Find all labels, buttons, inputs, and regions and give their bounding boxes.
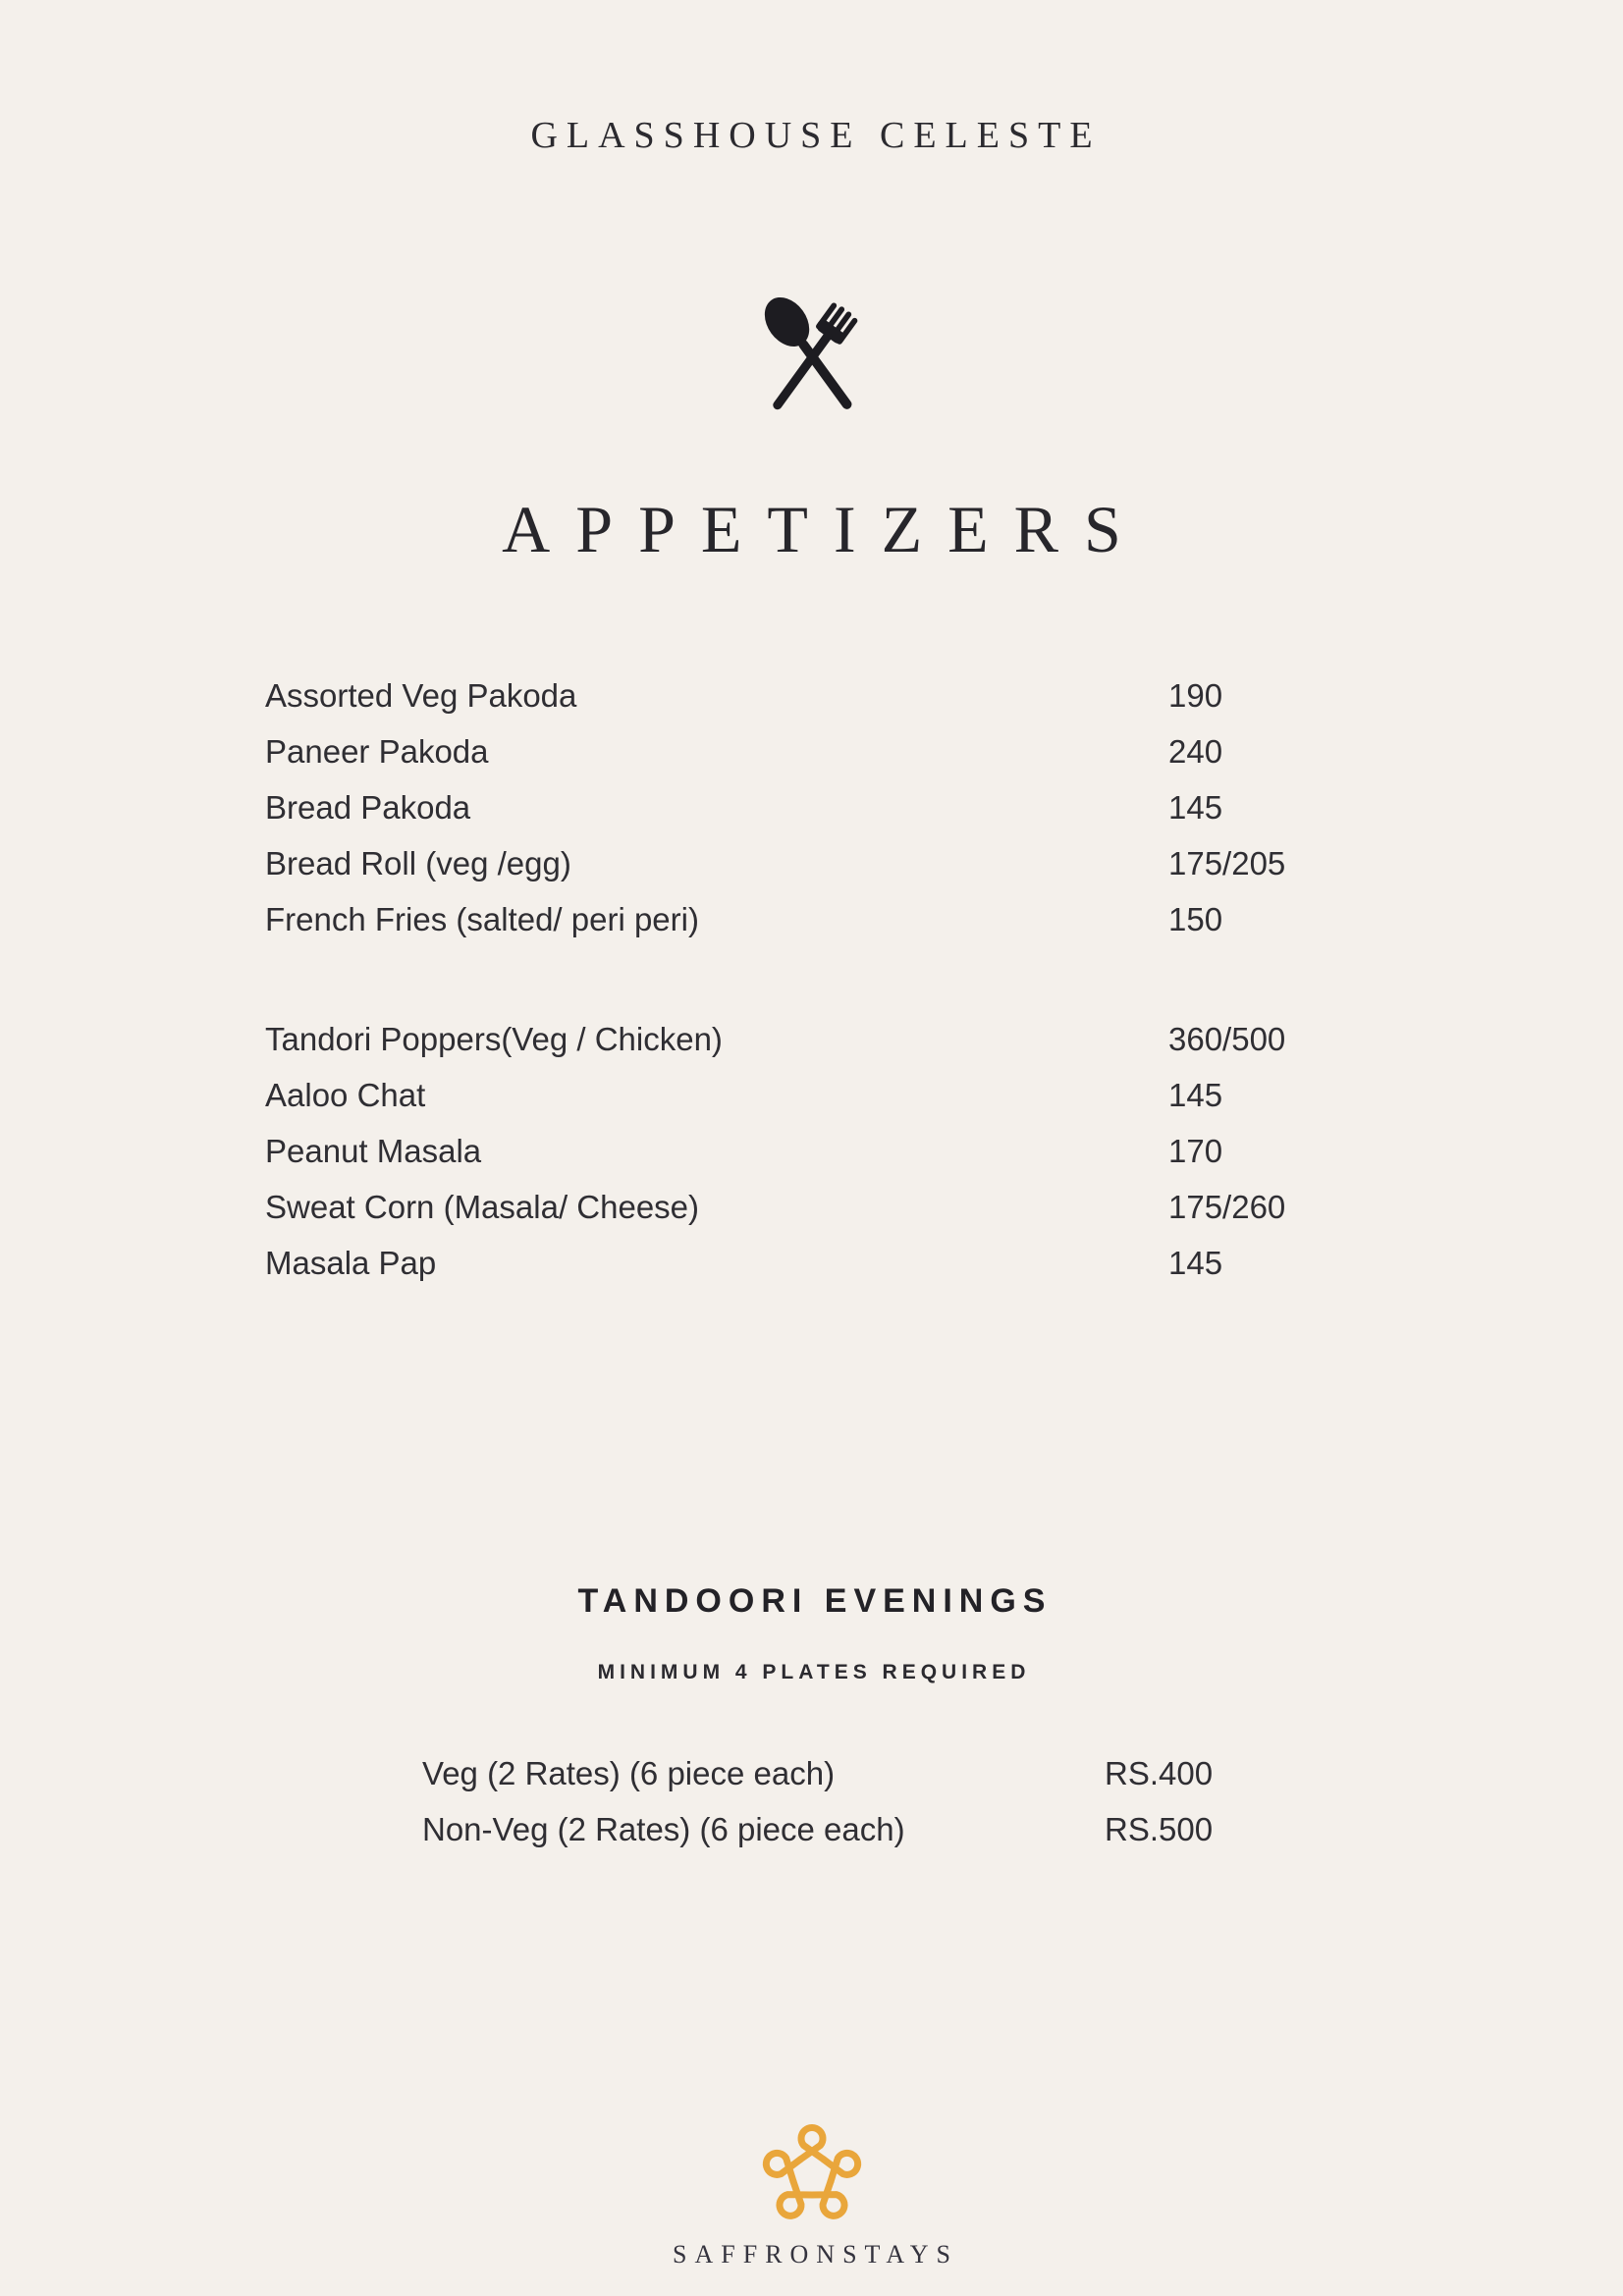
menu-item-row <box>265 723 1358 779</box>
menu-item-row <box>422 1745 1306 1801</box>
menu-item-row <box>265 1067 1358 1123</box>
item-name: Peanut Masala <box>265 1132 482 1169</box>
item-price: 360/500 <box>1168 1020 1286 1057</box>
item-name: Non-Veg (2 Rates) (6 piece each) <box>422 1810 905 1847</box>
item-name: Bread Roll (veg /egg) <box>265 844 571 881</box>
item-name: Assorted Veg Pakoda <box>265 676 577 714</box>
menu-item-row <box>265 1235 1358 1291</box>
item-name: Paneer Pakoda <box>265 732 489 770</box>
tandoori-evenings-subtitle: MINIMUM 4 PLATES REQUIRED <box>597 1661 1031 1683</box>
tandoori-evenings-title: TANDOORI EVENINGS <box>577 1582 1053 1620</box>
section-title: APPETIZERS <box>502 492 1147 566</box>
item-price: 145 <box>1168 788 1223 826</box>
brand-name: SAFFRONSTAYS <box>673 2240 958 2269</box>
cutlery-icon <box>737 277 887 441</box>
group-divider-space <box>265 947 1358 1011</box>
menu-item-row <box>265 891 1358 947</box>
restaurant-name: GLASSHOUSE CELESTE <box>530 115 1102 156</box>
appetizer-group-2 <box>265 1011 1358 1291</box>
item-name: Sweat Corn (Masala/ Cheese) <box>265 1188 700 1225</box>
item-price: 150 <box>1168 900 1223 937</box>
menu-item-row <box>265 667 1358 723</box>
menu-item-row <box>265 779 1358 835</box>
item-name: Masala Pap <box>265 1244 437 1281</box>
saffronstays-knot-icon <box>751 2112 873 2239</box>
menu-item-row <box>422 1801 1306 1857</box>
item-price: 190 <box>1168 676 1223 714</box>
item-price: 145 <box>1168 1244 1223 1281</box>
item-price: 170 <box>1168 1132 1223 1169</box>
tandoori-items-list <box>422 1745 1306 1857</box>
item-price: RS.500 <box>1105 1810 1214 1847</box>
menu-item-row <box>265 1179 1358 1235</box>
item-name: Aaloo Chat <box>265 1076 426 1113</box>
item-price: 175/205 <box>1168 844 1286 881</box>
item-name: Tandori Poppers(Veg / Chicken) <box>265 1020 723 1057</box>
item-price: 240 <box>1168 732 1223 770</box>
menu-item-row <box>265 1123 1358 1179</box>
item-name: Veg (2 Rates) (6 piece each) <box>422 1754 836 1791</box>
item-price: RS.400 <box>1105 1754 1214 1791</box>
menu-item-row <box>265 835 1358 891</box>
menu-item-row <box>265 1011 1358 1067</box>
item-name: French Fries (salted/ peri peri) <box>265 900 699 937</box>
item-price: 145 <box>1168 1076 1223 1113</box>
item-name: Bread Pakoda <box>265 788 471 826</box>
appetizers-list <box>265 667 1358 1291</box>
item-price: 175/260 <box>1168 1188 1286 1225</box>
appetizer-group-1 <box>265 667 1358 947</box>
